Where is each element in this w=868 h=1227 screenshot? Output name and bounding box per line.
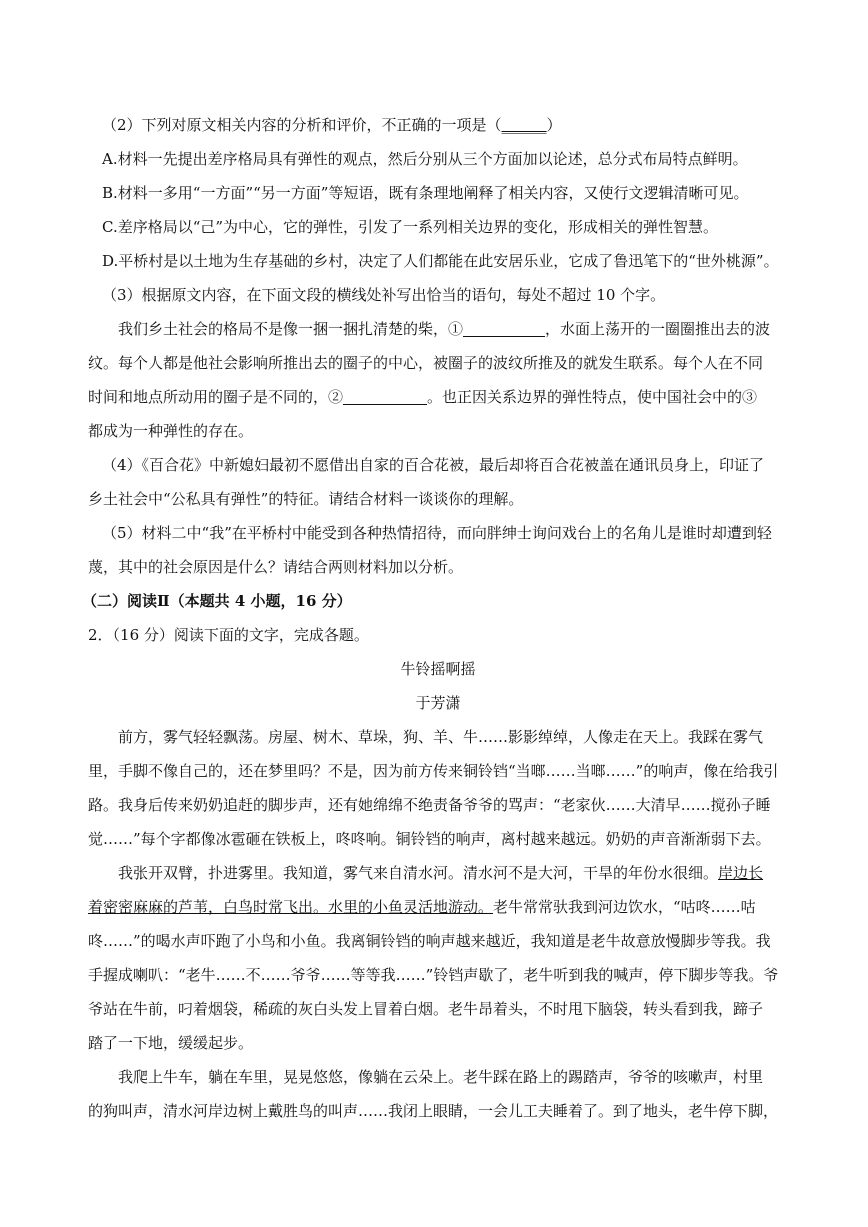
fill-paragraph-line: 时间和地点所动用的圈子是不同的，② 。也正因关系边界的弹性特点，使中国社会中的③	[88, 388, 758, 406]
fill-paragraph-line: 我们乡土社会的格局不是像一捆一捆扎清楚的柴，① ，水面上荡开的一圈圈推出去的波	[118, 320, 771, 338]
fill-paragraph-line: 纹。每个人都是他社会影响所推出去的圈子的中心，被圈子的波纹所推及的就发生联系。每个人在不同	[88, 354, 764, 372]
answer-blank: ______	[501, 116, 547, 134]
option-b: B.材料一多用“一方面”“另一方面”等短语，既有条理地阐释了相关内容，又使行文逻辑清晰可见。	[102, 184, 749, 202]
question-5-line: 蔑，其中的社会原因是什么？请结合两则材料加以分析。	[88, 558, 464, 576]
story-author: 于芳潇	[415, 694, 461, 712]
story-line: 咚……”的喝水声吓跑了小鸟和小鱼。我离铜铃铛的响声越来越近，我知道是老牛故意放慢脚步等我。我	[88, 932, 771, 950]
question-3-stem: （3）根据原文内容，在下面文段的横线处补写出恰当的语句，每处不超过 10 个字。	[102, 286, 666, 304]
story-line: 的狗叫声，清水河岸边树上戴胜鸟的叫声……我闭上眼睛，一会儿工夫睡着了。到了地头，老牛停下脚，	[88, 1102, 779, 1120]
question-2-stem: （2）下列对原文相关内容的分析和评价，不正确的一项是（______）	[102, 116, 562, 134]
page-content	[82, 108, 788, 1128]
option-d: D.平桥村是以土地为生存基础的乡村，决定了人们都能在此安居乐业，它成了鲁迅笔下的“世外桃源”。	[102, 252, 779, 270]
underlined-text: 着密密麻麻的芦苇，白鸟时常飞出。水里的小鱼灵活地游动。	[88, 898, 494, 916]
story-title: 牛铃摇啊摇	[400, 660, 476, 678]
story-line: 里，手脚不像自己的，还在梦里吗？不是，因为前方传来铜铃铛“当啷……当啷……”的响声，像在给我引	[88, 762, 779, 780]
fill-paragraph-line: 都成为一种弹性的存在。	[88, 422, 254, 440]
story-line: 着密密麻麻的芦苇，白鸟时常飞出。水里的小鱼灵活地游动。老牛常常驮我到河边饮水，“咕咚……咕	[88, 898, 756, 916]
story-line: 觉……”每个字都像冰雹砸在铁板上，咚咚响。铜铃铛的响声，离村越来越远。奶奶的声音渐渐弱下去。	[88, 830, 771, 848]
story-line: 手握成喇叭：“老牛……不……爷爷……等等我……”铃铛声歇了，老牛听到我的喊声，停下脚步等我。爷	[88, 966, 779, 984]
section-heading: （二）阅读Ⅱ（本题共 4 小题，16 分）	[82, 592, 352, 610]
fill-blank-1	[463, 320, 545, 337]
underlined-text: 岸边长	[718, 864, 764, 882]
fill-blank-2	[343, 388, 427, 405]
option-c: C.差序格局以“己”为中心，它的弹性，引发了一系列相关边界的变化，形成相关的弹性智慧。	[102, 218, 719, 236]
question-2-intro: 2．（16 分）阅读下面的文字，完成各题。	[88, 626, 369, 644]
story-line: 踏了一下地，缓缓起步。	[88, 1034, 254, 1052]
question-5-line: （5）材料二中“我”在平桥村中能受到各种热情招待，而向胖绅士询问戏台上的名角儿是谁时却遭到轻	[102, 524, 772, 542]
story-line: 我张开双臂，扑进雾里。我知道，雾气来自清水河。清水河不是大河，干旱的年份水很细。岸边长	[118, 864, 764, 882]
story-line: 前方，雾气轻轻飘荡。房屋、树木、草垛，狗、羊、牛……影影绰绰，人像走在天上。我踩在雾气	[118, 728, 764, 746]
question-4-line: 乡土社会中“公私具有弹性”的特征。请结合材料一谈谈你的理解。	[88, 490, 524, 508]
story-line: 我爬上牛车，躺在车里，晃晃悠悠，像躺在云朵上。老牛踩在路上的踢踏声，爷爷的咳嗽声，村里	[118, 1068, 764, 1086]
option-a: A.材料一先提出差序格局具有弹性的观点，然后分别从三个方面加以论述，总分式布局特点鲜明。	[102, 150, 748, 168]
question-4-line: （4）《百合花》中新媳妇最初不愿借出自家的百合花被，最后却将百合花被盖在通讯员身上，印证了	[102, 456, 765, 474]
story-line: 爷站在牛前，叼着烟袋，稀疏的灰白头发上冒着白烟。老牛昂着头，不时甩下脑袋，转头看到我，蹄子	[88, 1000, 764, 1018]
story-line: 路。我身后传来奶奶追赶的脚步声，还有她绵绵不绝责备爷爷的骂声：“老家伙……大清早……搅孙子睡	[88, 796, 771, 814]
